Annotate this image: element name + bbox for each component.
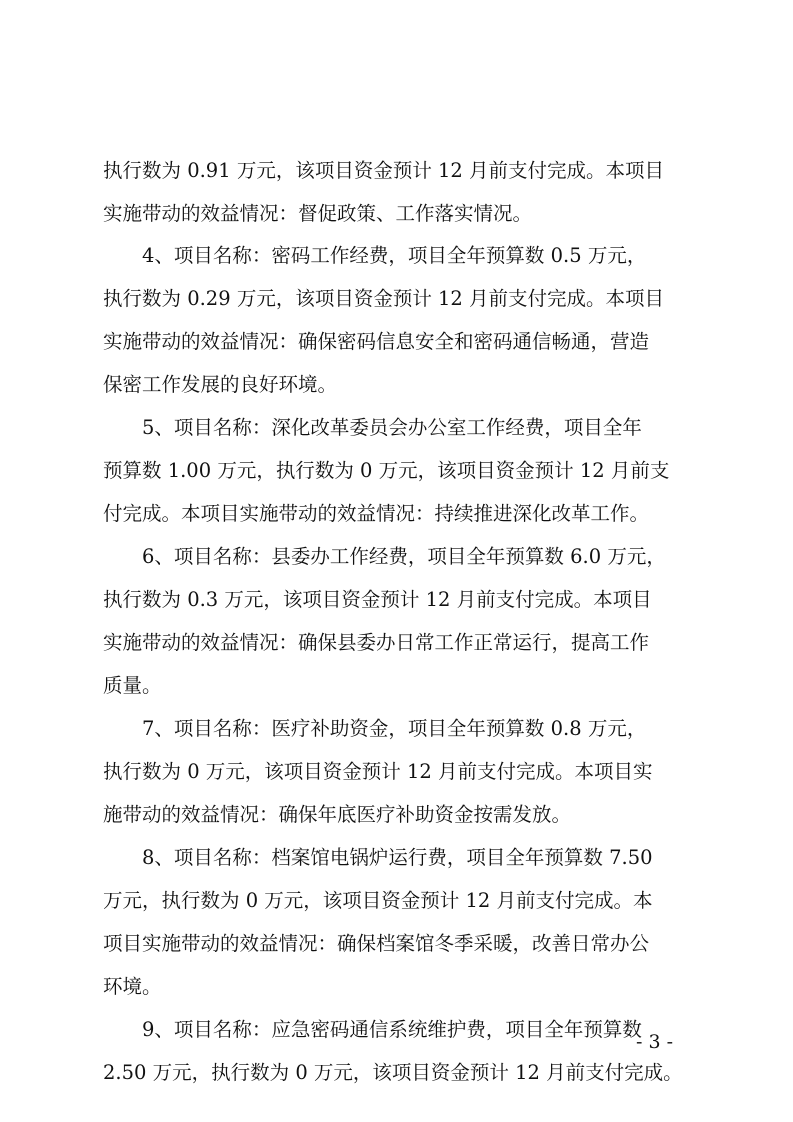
text-line: 执行数为 0.91 万元，该项目资金预计 12 月前支付完成。本项目 [103,159,665,182]
text-line: 付完成。本项目实施带动的效益情况：持续推进深化改革工作。 [103,502,650,525]
text-line: 施带动的效益情况：确保年底医疗补助资金按需发放。 [103,803,572,826]
page-number: - 3 - [636,1031,674,1053]
text-line: 万元，执行数为 0 万元，该项目资金预计 12 月前支付完成。本 [103,889,653,912]
text-line: 项目实施带动的效益情况：确保档案馆冬季采暖，改善日常办公 [103,932,650,955]
text-line: 预算数 1.00 万元，执行数为 0 万元，该项目资金预计 12 月前支 [103,459,670,482]
text-line: 实施带动的效益情况：确保县委办日常工作正常运行，提高工作 [103,631,650,654]
text-line: 实施带动的效益情况：确保密码信息安全和密码通信畅通，营造 [103,330,650,353]
text-line: 保密工作发展的良好环境。 [103,373,338,396]
text-line: 执行数为 0 万元，该项目资金预计 12 月前支付完成。本项目实 [103,760,653,783]
text-line: 执行数为 0.3 万元，该项目资金预计 12 月前支付完成。本项目 [103,588,652,611]
text-line: 9、项目名称：应急密码通信系统维护费，项目全年预算数 [103,1018,642,1041]
text-line: 6、项目名称：县委办工作经费，项目全年预算数 6.0 万元， [103,545,666,568]
text-line: 环境。 [103,975,162,998]
text-line: 8、项目名称：档案馆电锅炉运行费，项目全年预算数 7.50 [103,846,653,869]
text-line: 执行数为 0.29 万元，该项目资金预计 12 月前支付完成。本项目 [103,287,665,310]
text-line: 2.50 万元，执行数为 0 万元，该项目资金预计 12 月前支付完成。 [103,1061,683,1084]
text-line: 7、项目名称：医疗补助资金，项目全年预算数 0.8 万元， [103,717,647,740]
text-line: 质量。 [103,674,162,697]
text-line: 5、项目名称：深化改革委员会办公室工作经费，项目全年 [103,416,642,439]
text-line: 4、项目名称：密码工作经费，项目全年预算数 0.5 万元， [103,244,647,267]
text-line: 实施带动的效益情况：督促政策、工作落实情况。 [103,202,533,225]
